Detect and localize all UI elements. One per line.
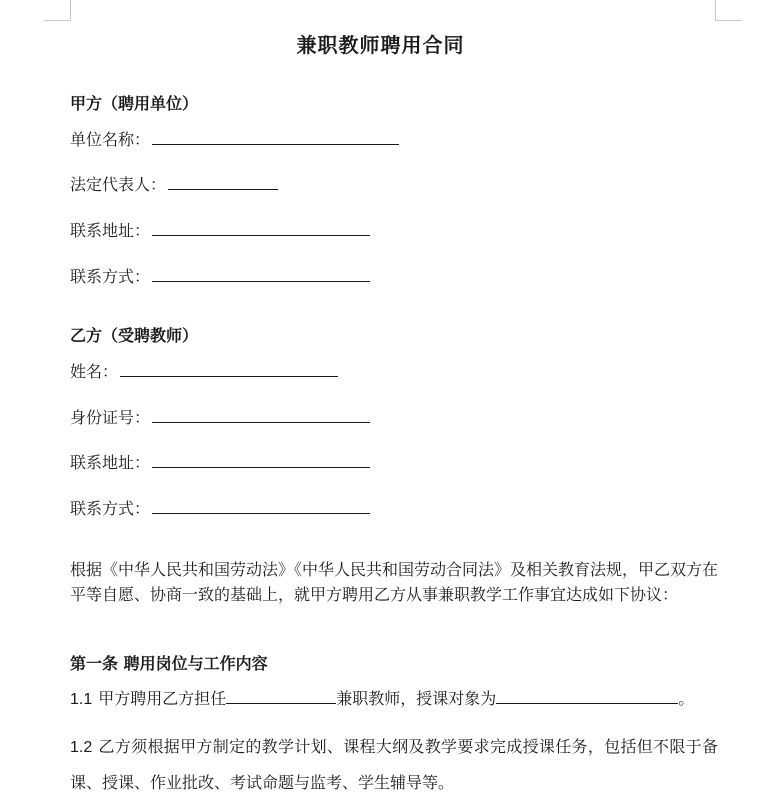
party-b-id-field xyxy=(70,407,370,429)
party-b-contact-label: 联系方式： xyxy=(70,499,151,518)
clause-1-1 xyxy=(70,681,718,717)
party-b-heading: 乙方（受聘教师） xyxy=(70,326,199,345)
party-a-contact-label: 联系方式： xyxy=(70,267,151,286)
clause-1-1-position-blank[interactable] xyxy=(226,689,336,704)
crop-mark-top-left xyxy=(44,0,71,21)
party-a-heading: 甲方（聘用单位） xyxy=(70,94,199,113)
clause-1-1-number: 1.1 xyxy=(70,691,93,708)
party-a-address-blank[interactable] xyxy=(152,221,370,236)
party-a-unit-name-label: 单位名称： xyxy=(70,130,151,149)
party-a-legal-rep-label: 法定代表人： xyxy=(70,175,167,194)
clause-1-2 xyxy=(70,729,718,800)
party-a-unit-name-field xyxy=(70,129,399,151)
preamble-paragraph: 根据《中华人民共和国劳动法》《中华人民共和国劳动合同法》及相关教育法规，甲乙双方在平等自愿、协商一致的基础上，就甲方聘用乙方从事兼职教学工作事宜达成如下协议： xyxy=(70,560,719,604)
party-a-legal-rep-blank[interactable] xyxy=(168,175,278,190)
party-a-contact-blank[interactable] xyxy=(152,267,370,282)
party-b-contact-field xyxy=(70,498,370,520)
party-a-legal-rep-field xyxy=(70,174,278,196)
party-a-address-label: 联系地址： xyxy=(70,221,151,240)
party-b-address-blank[interactable] xyxy=(152,453,370,468)
clause-1-1-text-b: 兼职教师，授课对象为 xyxy=(336,689,497,708)
party-b-address-field xyxy=(70,452,370,474)
party-b-name-label: 姓名： xyxy=(70,362,119,381)
party-a-contact-field xyxy=(70,266,370,288)
party-a-unit-name-blank[interactable] xyxy=(152,130,399,145)
clause-1-2-number: 1.2 xyxy=(70,739,93,756)
clause-1-2-text: 乙方须根据甲方制定的教学计划、课程大纲及教学要求完成授课任务，包括但不限于备课、授课、作业批改、考试命题与监考、学生辅导等。 xyxy=(70,737,718,792)
party-b-id-label: 身份证号： xyxy=(70,408,151,427)
party-b-address-label: 联系地址： xyxy=(70,453,151,472)
party-b-id-blank[interactable] xyxy=(152,408,370,423)
party-b-contact-blank[interactable] xyxy=(152,499,370,514)
party-a-address-field xyxy=(70,220,370,242)
article-1-heading: 第一条 聘用岗位与工作内容 xyxy=(70,654,268,673)
party-b-name-field xyxy=(70,361,338,383)
clause-1-1-text-c: 。 xyxy=(678,689,695,708)
document-title: 兼职教师聘用合同 xyxy=(296,33,465,57)
clause-1-1-text-a: 甲方聘用乙方担任 xyxy=(98,689,227,708)
clause-1-1-audience-blank[interactable] xyxy=(496,689,678,704)
party-b-name-blank[interactable] xyxy=(120,362,338,377)
crop-mark-top-right xyxy=(715,0,742,21)
